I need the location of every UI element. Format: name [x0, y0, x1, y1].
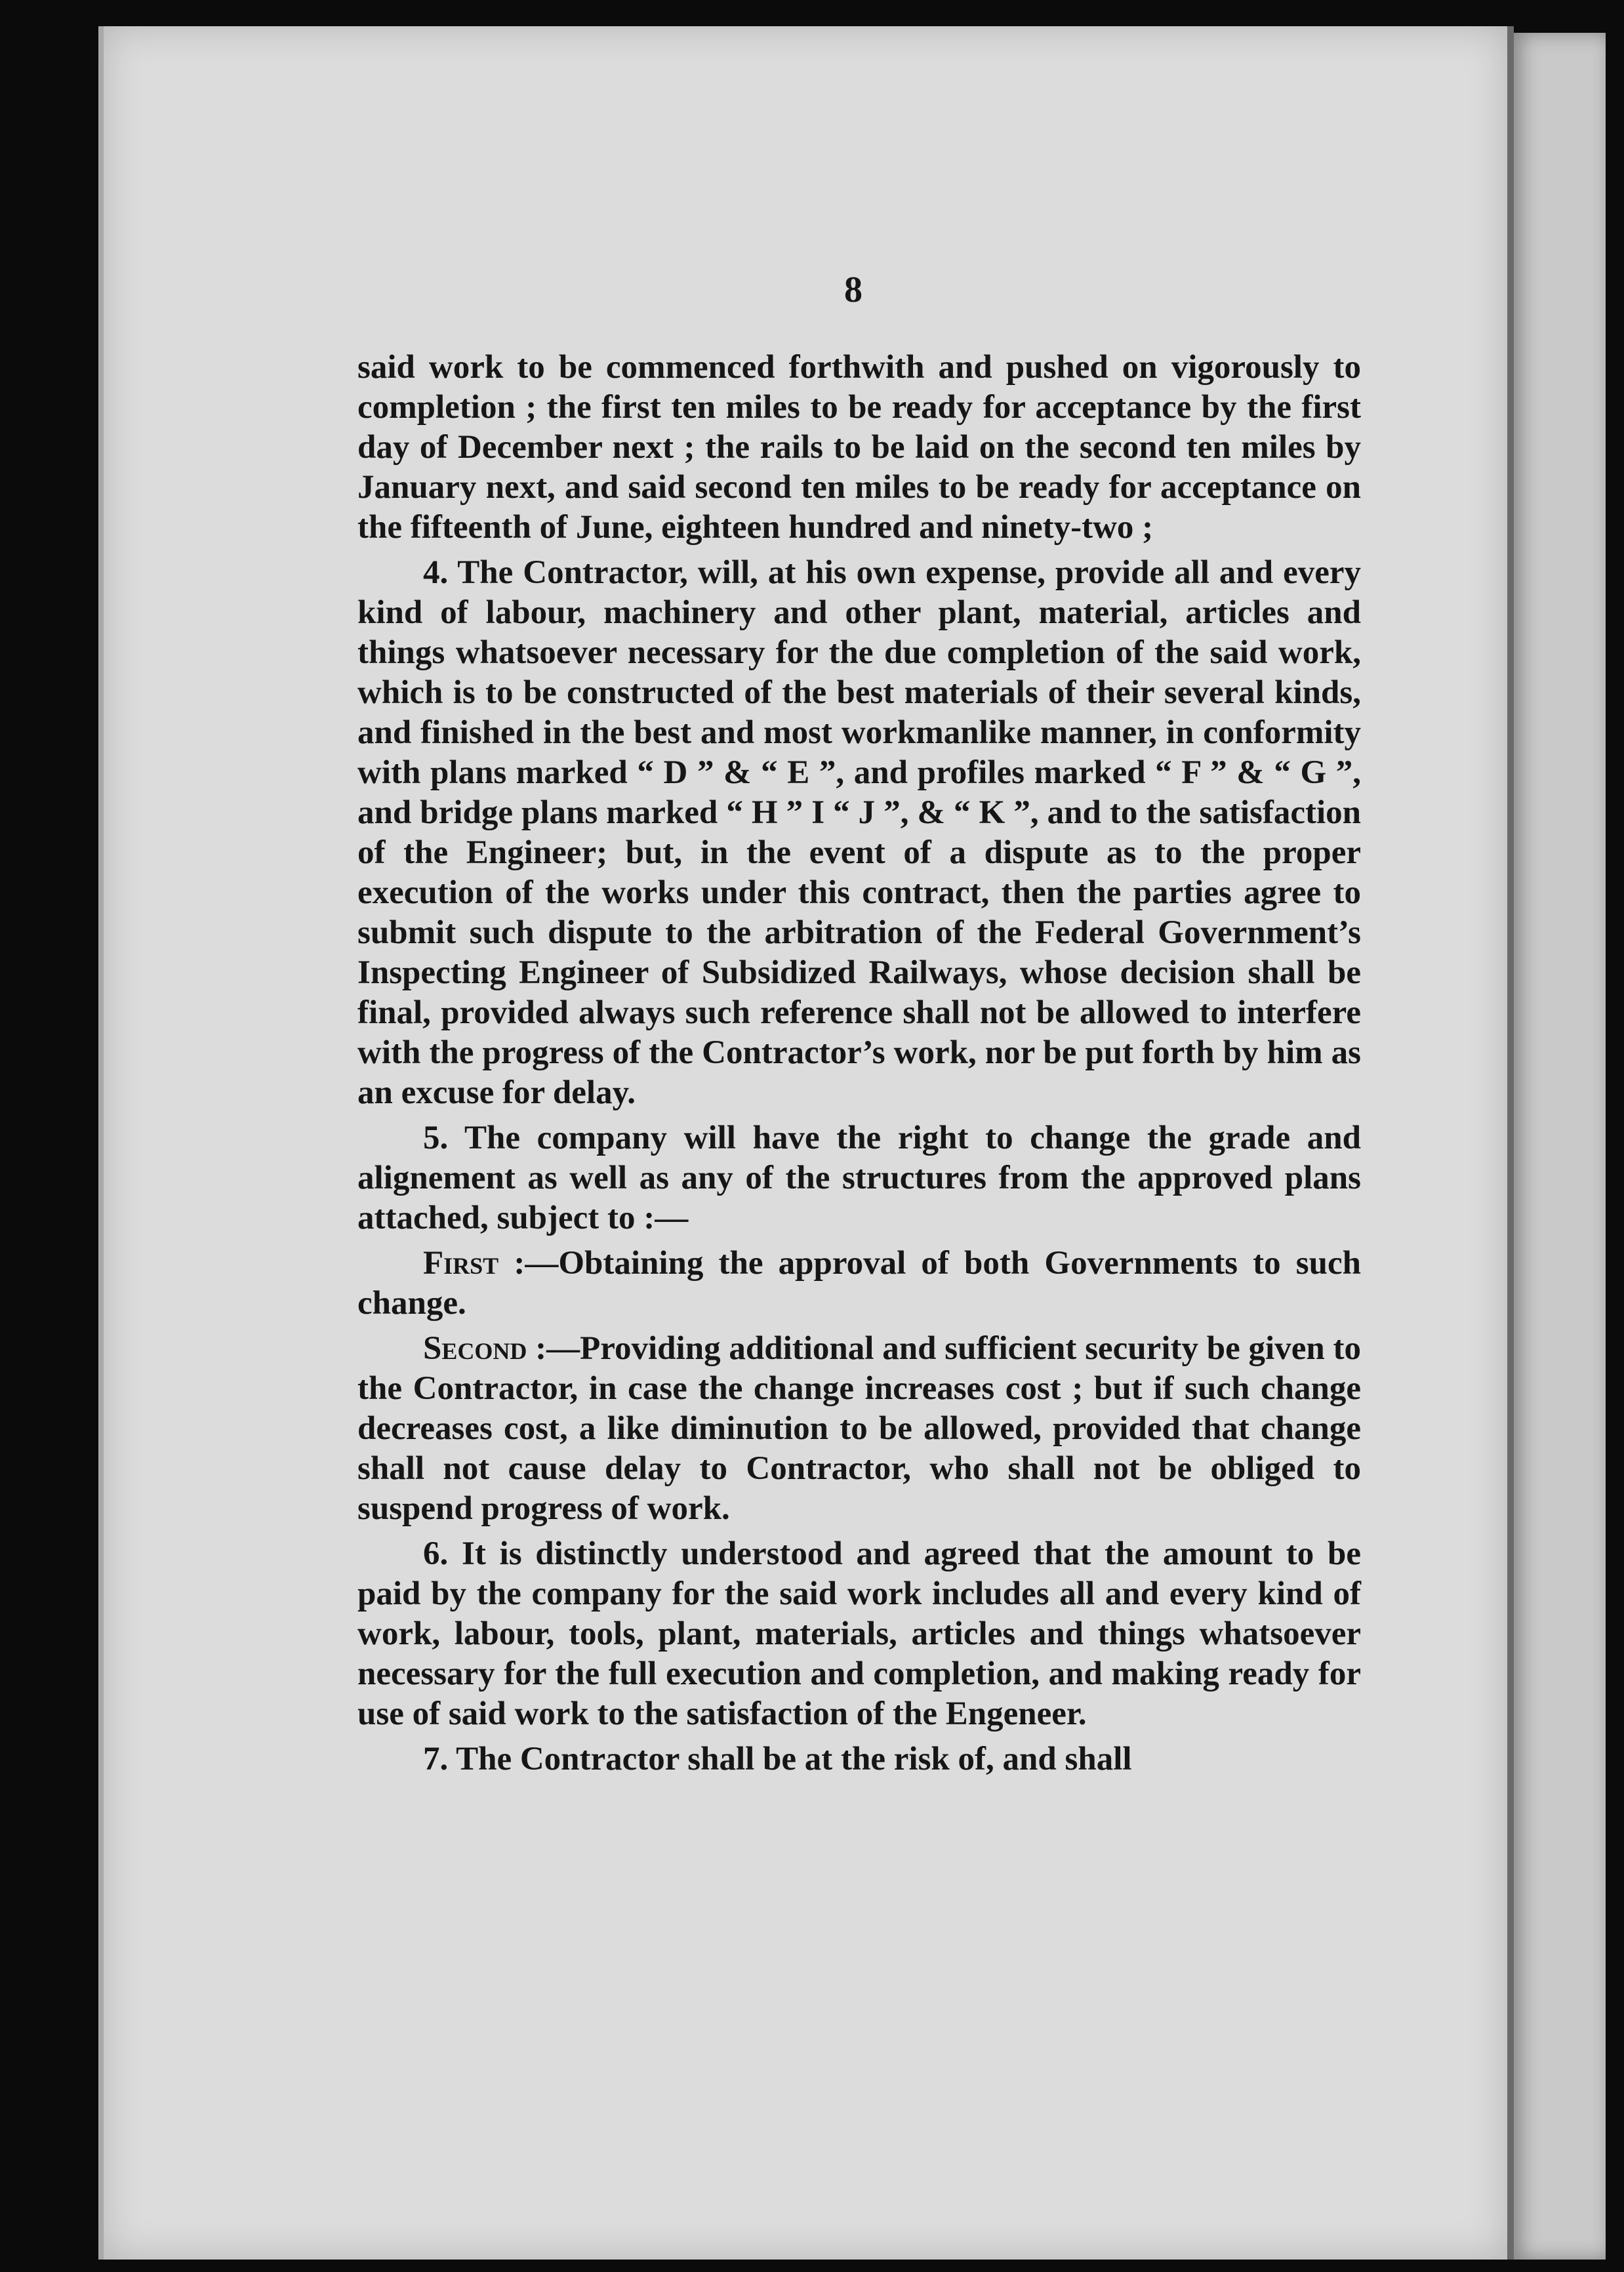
facing-page-edge: [1514, 33, 1606, 2260]
paragraph-clause-6: 6. It is distinctly understood and agreed that the amount to be paid by the company for the said work includes all and every kind of work, labour, tools, plant, materials, articles and things whatsoever necessary for the full execution and completion, and making ready for use of said work to the satisfaction of the Engeneer.: [357, 1535, 1361, 1732]
page-number: 8: [844, 270, 863, 310]
first-label: First: [423, 1245, 499, 1282]
paragraph-continuation: said work to be commenced forthwith and pushed on vigorously to completion ; the first ten miles to be ready for acceptance by the first day of December next ; the rails to be laid on the second ten miles by January next, and said second ten miles to be ready for acceptance on the fifteenth of June, eighteen hundred and ninety-two ;: [357, 349, 1361, 546]
contract-text: [357, 348, 1361, 1785]
paragraph-first-condition: [357, 1244, 1361, 1324]
first-text: :—Obtaining the approval of both Governments to such change.: [357, 1245, 1361, 1322]
paragraph-clause-4: 4. The Contractor, will, at his own expense, provide all and every kind of labour, machinery and other plant, material, articles and things whatsoever necessary for the due completion of the said work, which is to be constructed of the best materials of their several kinds, and finished in the best and most workmanlike manner, in conformity with plans marked “ D ” & “ E ”, and profiles marked “ F ” & “ G ”, and bridge plans marked “ H ” I “ J ”, & “ K ”, and to the satisfaction of the Engineer; but, in the event of a dispute as to the proper execution of the works under this contract, then the parties agree to submit such dispute to the arbitration of the Federal Government’s Inspecting Engineer of Subsidized Railways, whose decision shall be final, provided always such reference shall not be allowed to interfere with the progress of the Contractor’s work, nor be put forth by him as an excuse for delay.: [357, 554, 1361, 1111]
paragraph-second-condition: [357, 1329, 1361, 1529]
second-label: Second: [423, 1330, 527, 1367]
paragraph-clause-7: 7. The Contractor shall be at the risk of, and shall: [423, 1741, 1132, 1777]
second-text: :—Providing additional and sufficient security be given to the Contractor, in case the change increases cost ; but if such change decreases cost, a like diminution to be allowed, provided that change shall not cause delay to Contractor, who shall not be obliged to suspend progress of work.: [357, 1330, 1361, 1527]
paragraph-clause-5: 5. The company will have the right to change the grade and alignement as well as any of the structures from the approved plans attached, subject to :—: [357, 1120, 1361, 1236]
